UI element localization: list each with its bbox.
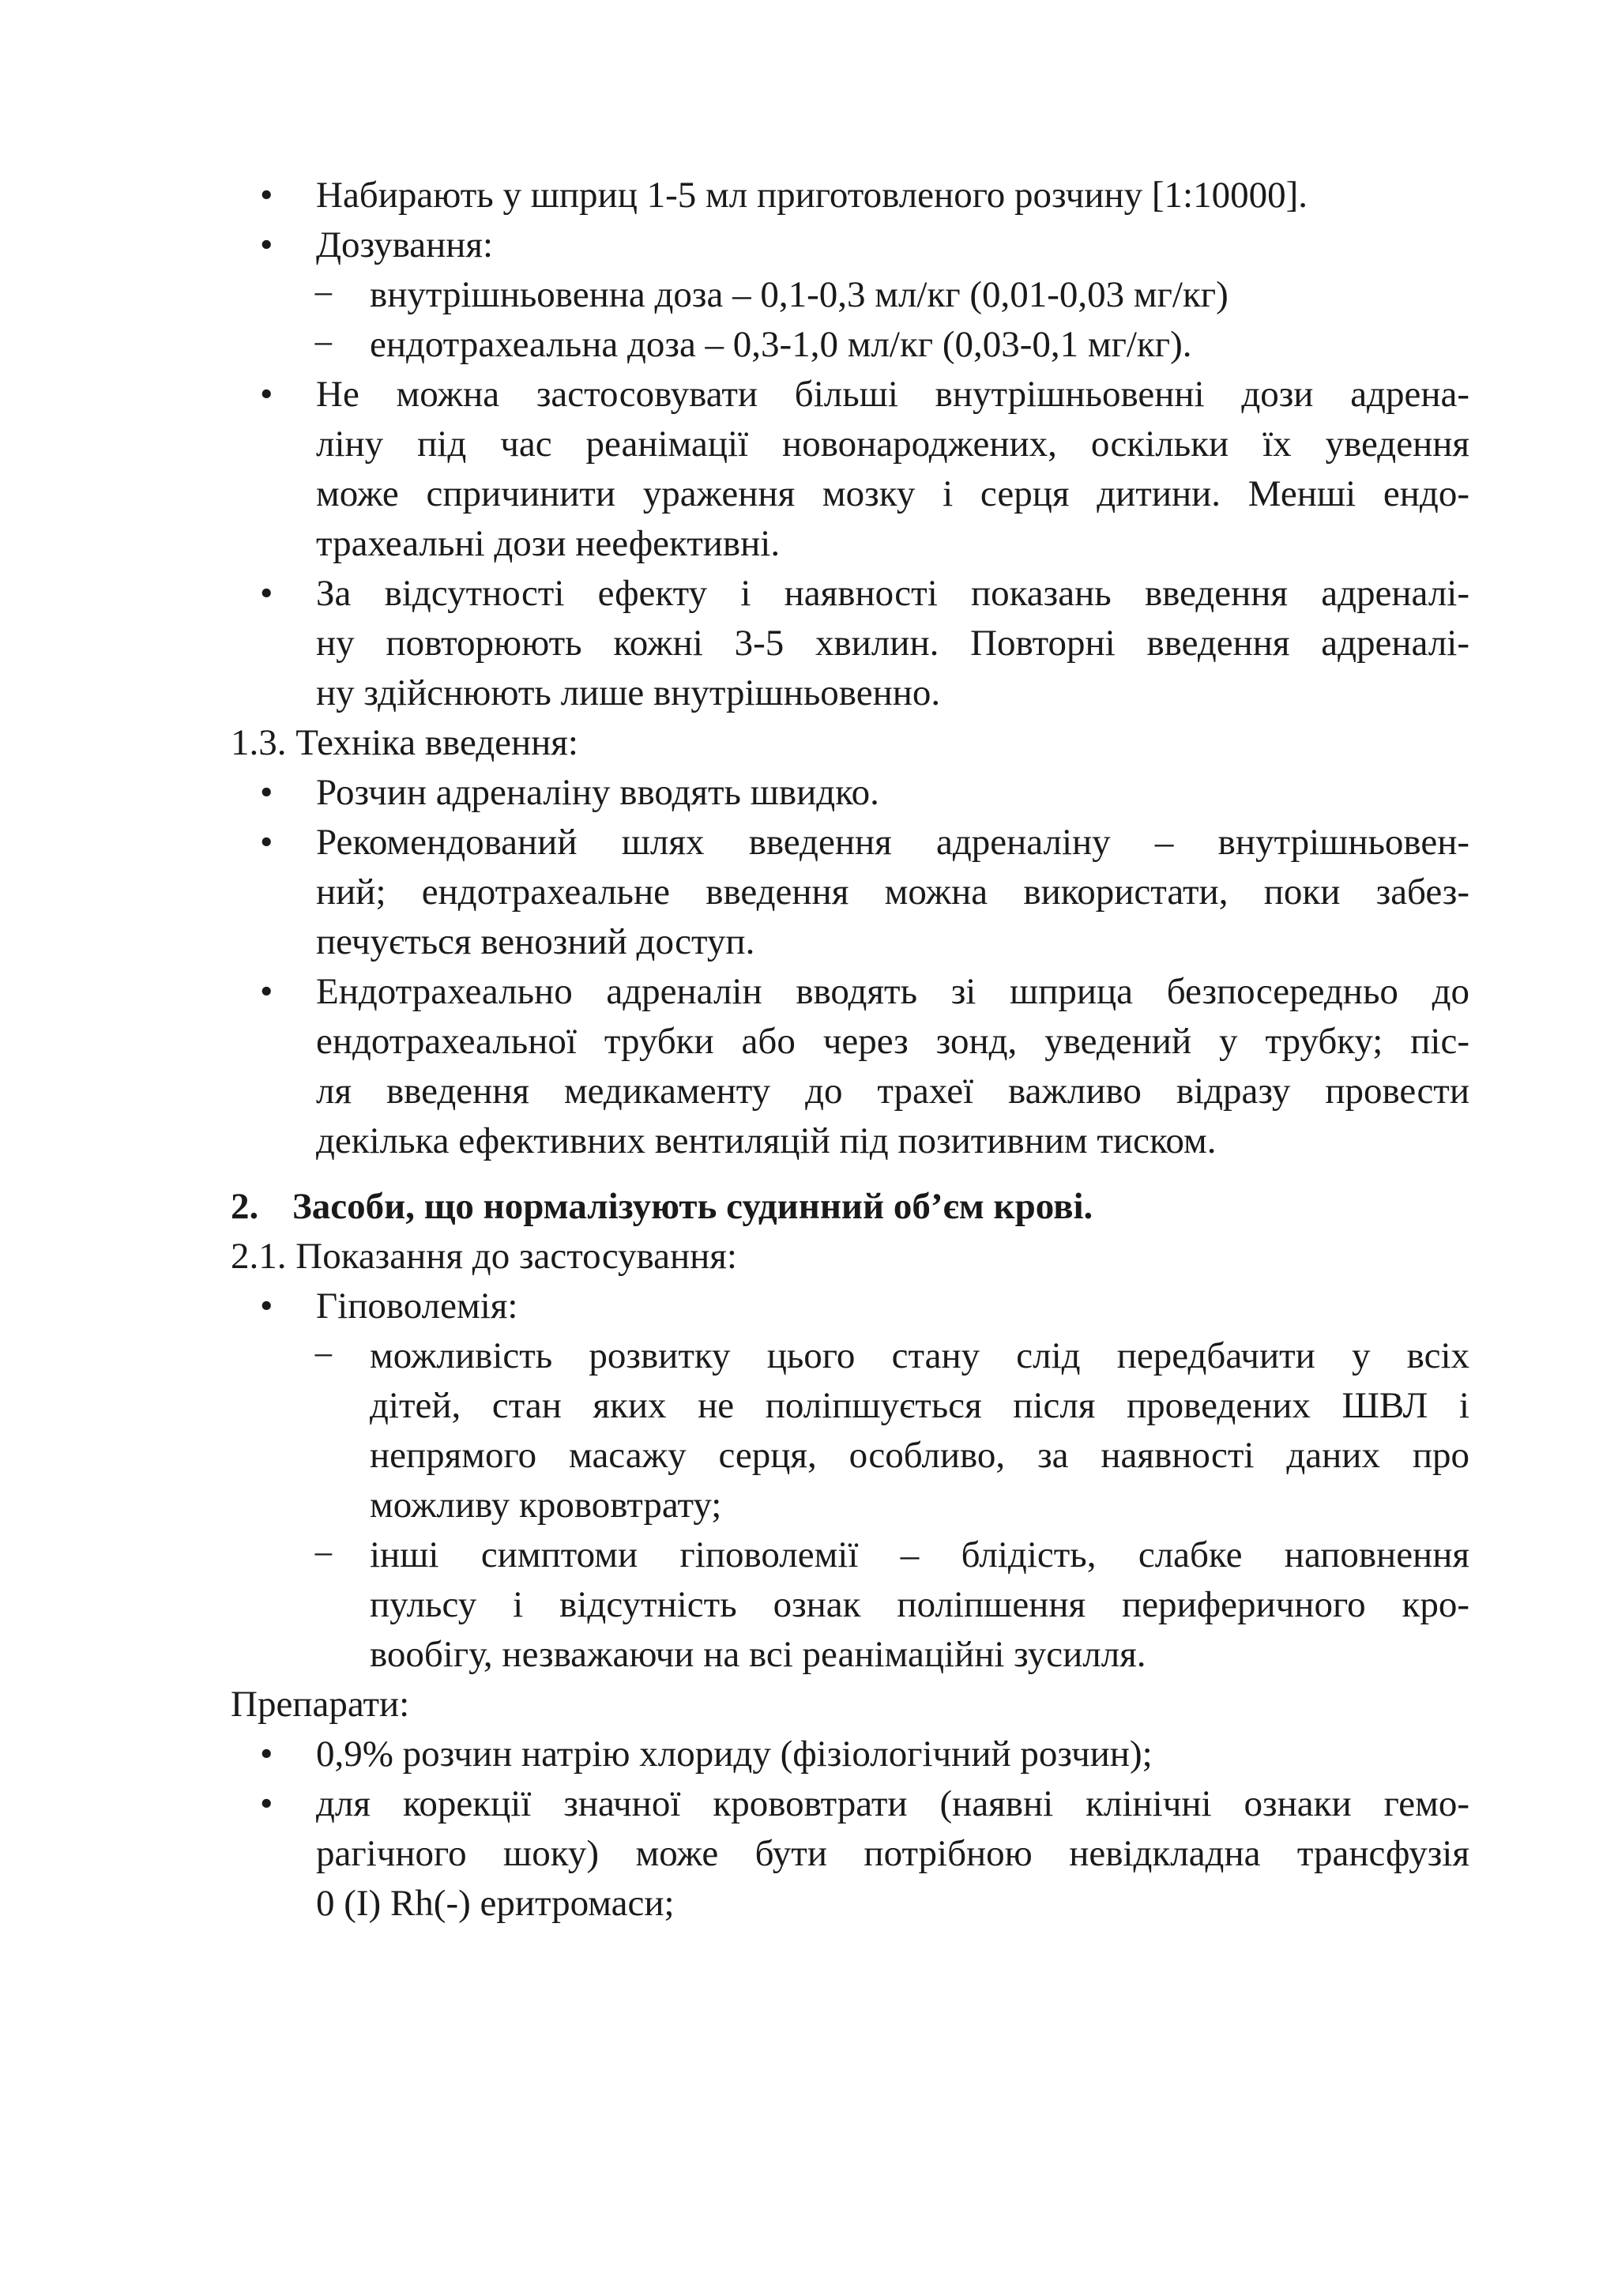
- dash-item-et-dose: [231, 320, 1469, 370]
- text-line: ля введення медикаменту до трахеї важливо відразу провести: [316, 1071, 1469, 1112]
- bullet-item-hypovolemia: [231, 1282, 1469, 1331]
- dash-icon: −: [313, 1335, 334, 1376]
- text-line: дітей, стан яких не поліпшується після проведених ШВЛ і: [370, 1385, 1469, 1426]
- text-line: декілька ефективних вентиляцій під позитивним тиском.: [316, 1120, 1217, 1161]
- text-line: можливість розвитку цього стану слід передбачити у всіх: [370, 1335, 1469, 1376]
- text-line: За відсутності ефекту і наявності показань введення адреналі-: [316, 573, 1469, 614]
- bullet-text: Гіповолемія:: [316, 1285, 518, 1327]
- subsection-heading-2-1: 2.1. Показання до застосування:: [231, 1236, 737, 1277]
- bullet-icon: •: [260, 1783, 273, 1824]
- bullet-icon: •: [260, 1733, 273, 1775]
- bullet-text: [316, 569, 1469, 718]
- bullet-item-route: [231, 818, 1469, 967]
- text-line: непрямого масажу серця, особливо, за наявності даних про: [370, 1435, 1469, 1476]
- bullet-item-high-doses-warning: [231, 370, 1469, 569]
- document-page: [231, 171, 1469, 1929]
- text-line: для корекції значної крововтрати (наявні клінічні ознаки гемо-: [316, 1783, 1469, 1824]
- text-line: 0 (I) Rh(-) еритромаси;: [316, 1883, 675, 1924]
- bullet-icon: •: [260, 971, 273, 1012]
- bullet-icon: •: [260, 822, 273, 863]
- dash-text: ендотрахеальна доза – 0,3-1,0 мл/кг (0,03-0,1 мг/кг).: [370, 324, 1192, 365]
- bullet-item-syringe: [231, 171, 1469, 220]
- text-line: ліну під час реанімації новонароджених, оскільки їх уведення: [316, 423, 1469, 465]
- text-line: пульсу і відсутність ознак поліпшення периферичного кро-: [370, 1584, 1469, 1625]
- text-line: ендотрахеальної трубки або через зонд, уведений у трубку; піс-: [316, 1021, 1469, 1062]
- text-line: вообігу, незважаючи на всі реанімаційні зусилля.: [370, 1634, 1146, 1675]
- dash-text: [370, 1331, 1469, 1530]
- bullet-text: Дозування:: [316, 224, 494, 265]
- bullet-text: Набирають у шприц 1-5 мл приготовленого розчину [1:10000].: [316, 175, 1308, 216]
- bullet-item-repeat-doses: [231, 569, 1469, 718]
- dash-text: внутрішньовенна доза – 0,1-0,3 мл/кг (0,01-0,03 мг/кг): [370, 274, 1229, 315]
- text-line: Не можна застосовувати більші внутрішньовенні дози адрена-: [316, 374, 1469, 415]
- dash-icon: −: [313, 324, 334, 365]
- dash-text: [370, 1530, 1469, 1680]
- text-line: рагічного шоку) може бути потрібною невідкладна трансфузія: [316, 1833, 1469, 1874]
- dash-icon: −: [313, 1534, 334, 1575]
- dash-icon: −: [313, 274, 334, 315]
- bullet-icon: •: [260, 175, 273, 216]
- dash-item-symptoms: [231, 1530, 1469, 1680]
- section-heading-2: [231, 1182, 1469, 1232]
- bullet-icon: •: [260, 573, 273, 614]
- bullet-text: Розчин адреналіну вводять швидко.: [316, 772, 879, 813]
- bullet-item-transfusion: [231, 1779, 1469, 1929]
- bullet-text: 0,9% розчин натрію хлориду (фізіологічний розчин);: [316, 1733, 1153, 1775]
- text-line: інші симптоми гіповолемії – блідість, слабке наповнення: [370, 1534, 1469, 1575]
- section-title: Засоби, що нормалізують судинний об’єм крові.: [292, 1186, 1093, 1227]
- subsection-heading-1-3: 1.3. Техніка введення:: [231, 722, 578, 763]
- text-line: ний; ендотрахеальне введення можна використати, поки забез-: [316, 871, 1469, 913]
- section-number: 2.: [231, 1186, 259, 1227]
- bullet-item-fast-injection: [231, 768, 1469, 818]
- bullet-item-endotracheal: [231, 967, 1469, 1166]
- text-line: Ендотрахеально адреналін вводять зі шприца безпосередньо до: [316, 971, 1469, 1012]
- bullet-icon: •: [260, 772, 273, 813]
- bullet-text: [316, 818, 1469, 967]
- bullet-text: [316, 967, 1469, 1166]
- text-line: ну повторюють кожні 3-5 хвилин. Повторні введення адреналі-: [316, 623, 1469, 664]
- bullet-text: [316, 1779, 1469, 1929]
- text-line: може спричинити ураження мозку і серця дитини. Менші ендо-: [316, 473, 1469, 514]
- bullet-icon: •: [260, 224, 273, 265]
- text-line: можливу крововтрату;: [370, 1485, 722, 1526]
- dash-item-possibility: [231, 1331, 1469, 1530]
- text-line: Рекомендований шлях введення адреналіну – внутрішньовен-: [316, 822, 1469, 863]
- bullet-text: [316, 370, 1469, 569]
- bullet-icon: •: [260, 374, 273, 415]
- text-line: ну здійснюють лише внутрішньовенно.: [316, 672, 941, 713]
- bullet-icon: •: [260, 1285, 273, 1327]
- preparations-heading: Препарати:: [231, 1684, 410, 1725]
- bullet-item-dosage: [231, 220, 1469, 270]
- bullet-item-saline: [231, 1730, 1469, 1779]
- text-line: печується венозний доступ.: [316, 921, 755, 962]
- text-line: трахеальні дози неефективні.: [316, 523, 781, 564]
- dash-item-iv-dose: [231, 270, 1469, 320]
